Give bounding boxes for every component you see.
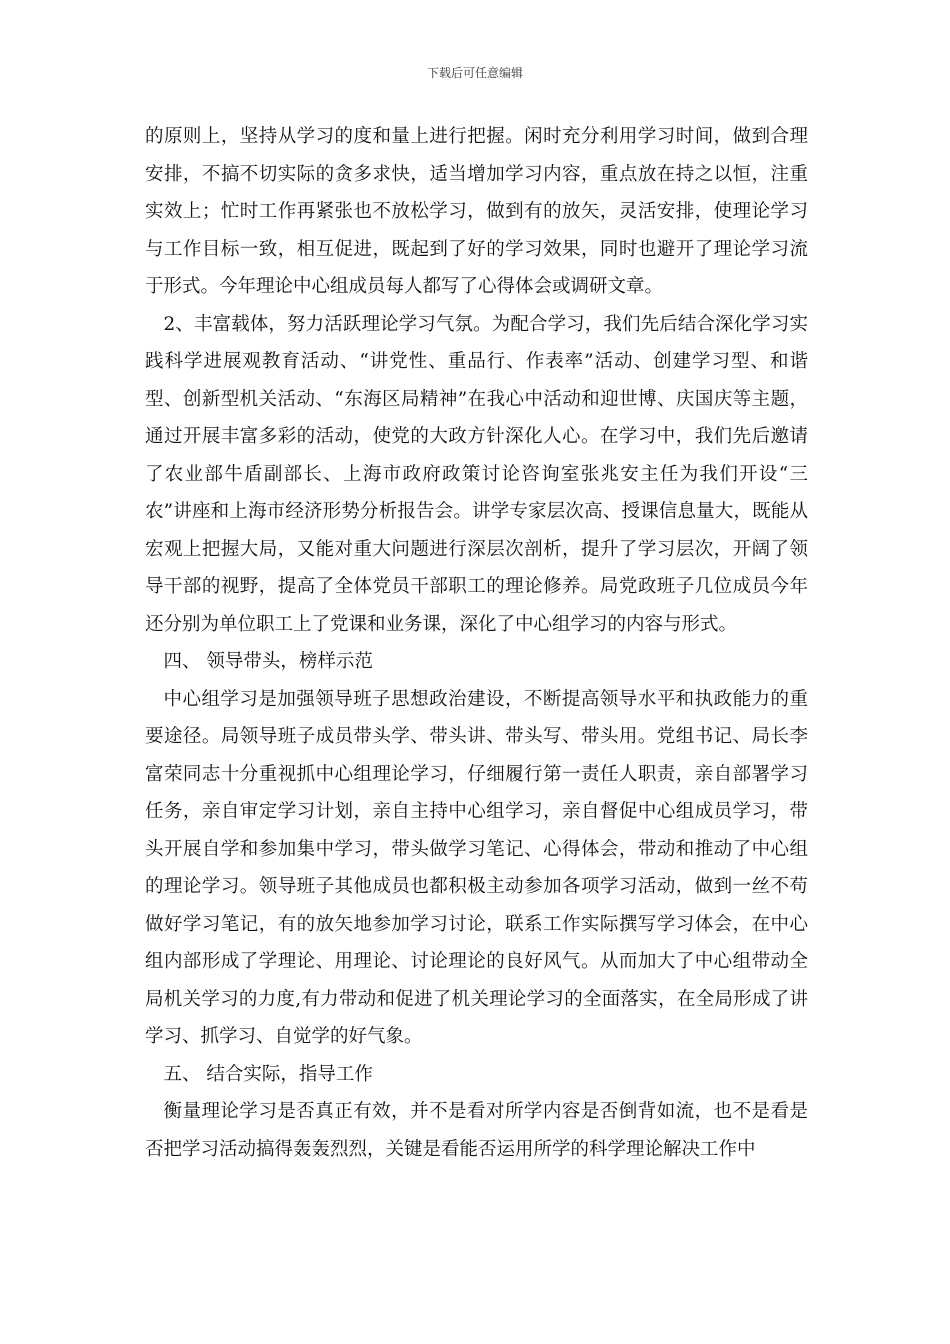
document-body (145, 118, 808, 1168)
paragraph-practice: 衡量理论学习是否真正有效，并不是看对所学内容是否倒背如流，也不是看是否把学习活动搞得轰轰烈烈，关键是看能否运用所学的科学理论解决工作中 (145, 1101, 808, 1160)
paragraph-rich-carriers: 2、丰富载体，努力活跃理论学习气氛。为配合学习，我们先后结合深化学习实践科学进展观教育活动、“讲党性、重品行、作表率”活动、创建学习型、和谐型、创新型机关活动、“东海区局精神”在我心中活动和迎世博、庆国庆等主题，通过开展丰富多彩的活动，使党的大政方针深化人心。在学习中，我们先后邀请了农业部牛盾副部长、上海市政府政策讨论咨询室张兆安主任为我们开设“三农”讲座和上海市经济形势分析报告会。讲学专家层次高、授课信息量大，既能从宏观上把握大局，又能对重大问题进行深层次剖析，提升了学习层次，开阔了领导干部的视野，提高了全体党员干部职工的理论修养。局党政班子几位成员今年还分别为单位职工上了党课和业务课，深化了中心组学习的内容与形式。 (145, 313, 808, 635)
section-heading-four: 四、 领导带头，榜样示范 (163, 651, 373, 672)
section-heading-five: 五、 结合实际，指导工作 (163, 1063, 373, 1085)
page-header: 下载后可任意编辑 (426, 66, 523, 80)
paragraph-leadership: 中心组学习是加强领导班子思想政治建设，不断提高领导水平和执政能力的重要途径。局领导班子成员带头学、带头讲、带头写、带头用。党组书记、局长李富荣同志十分重视抓中心组理论学习，仔细履行第一责任人职责，亲自部署学习任务，亲自审定学习计划，亲自主持中心组学习，亲自督促中心组成员学习，带头开展自学和参加集中学习，带头做学习笔记、心得体会，带动和推动了中心组的理论学习。领导班子其他成员也都积极主动参加各项学习活动，做到一丝不苟做好学习笔记，有的放矢地参加学习讨论，联系工作实际撰写学习体会，在中心组内部形成了学理论、用理论、讨论理论的良好风气。从而加大了中心组带动全局机关学习的力度,有力带动和促进了机关理论学习的全面落实，在全局形成了讲学习、抓学习、自觉学的好气象。 (145, 688, 808, 1047)
paragraph-continuation: 的原则上，坚持从学习的度和量上进行把握。闲时充分利用学习时间，做到合理安排，不搞不切实际的贪多求快，适当增加学习内容，重点放在持之以恒，注重实效上；忙时工作再紧张也不放松学习，做到有的放矢，灵活安排，使理论学习与工作目标一致，相互促进，既起到了好的学习效果，同时也避开了理论学习流于形式。今年理论中心组成员每人都写了心得体会或调研文章。 (145, 126, 808, 297)
